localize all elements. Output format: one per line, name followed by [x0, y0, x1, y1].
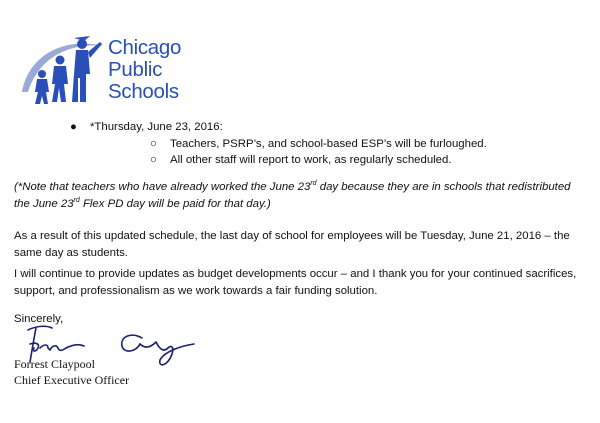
note-line-1 [14, 179, 588, 196]
sub-bullet-text: All other staff will report to work, as regularly scheduled. [170, 154, 452, 166]
bullet-dot-icon: ● [70, 121, 77, 133]
note-text: day because they are in schools that redistributed [316, 181, 571, 193]
sub-bullet-teachers [150, 138, 487, 150]
note-text: (*Note that teachers who have already worked the June 23 [14, 181, 311, 193]
ordinal-suffix: rd [310, 180, 317, 188]
sub-bullet-staff [150, 154, 452, 166]
ordinal-suffix: rd [73, 197, 80, 205]
note-text: the June 23 [14, 198, 74, 210]
students-silhouette-icon [20, 30, 110, 108]
signer-title: Chief Executive Officer [14, 373, 130, 387]
closing-salutation: Sincerely, [14, 313, 64, 325]
logo-wordmark [108, 37, 181, 103]
circle-bullet-icon: ○ [150, 154, 157, 166]
note-line-2 [14, 196, 588, 213]
bullet-thursday [70, 121, 223, 133]
paragraph-line: support, and professionalism as we work towards a fair funding solution. [14, 285, 378, 297]
circle-bullet-icon: ○ [150, 138, 157, 150]
logo-line-public: Public [108, 58, 163, 81]
signer-name: Forrest Claypool [14, 357, 95, 371]
note-paragraph [14, 179, 588, 213]
schedule-paragraph [14, 228, 588, 262]
bullet-main-text: *Thursday, June 23, 2016: [90, 121, 223, 133]
logo-line-chicago: Chicago [108, 36, 182, 59]
sub-bullet-text: Teachers, PSRP’s, and school-based ESP’s will be furloughed. [170, 138, 487, 150]
paragraph-line: same day as students. [14, 247, 128, 259]
updates-paragraph [14, 266, 588, 300]
paragraph-line: I will continue to provide updates as budget developments occur – and I thank you for your continued sacrifices, [14, 268, 577, 280]
paragraph-line: As a result of this updated schedule, the last day of school for employees will be Tuesday, June 21, 2016 – the [14, 230, 570, 242]
cps-logo [20, 30, 180, 108]
note-text: Flex PD day will be paid for that day.) [79, 198, 271, 210]
logo-line-schools: Schools [108, 80, 179, 103]
